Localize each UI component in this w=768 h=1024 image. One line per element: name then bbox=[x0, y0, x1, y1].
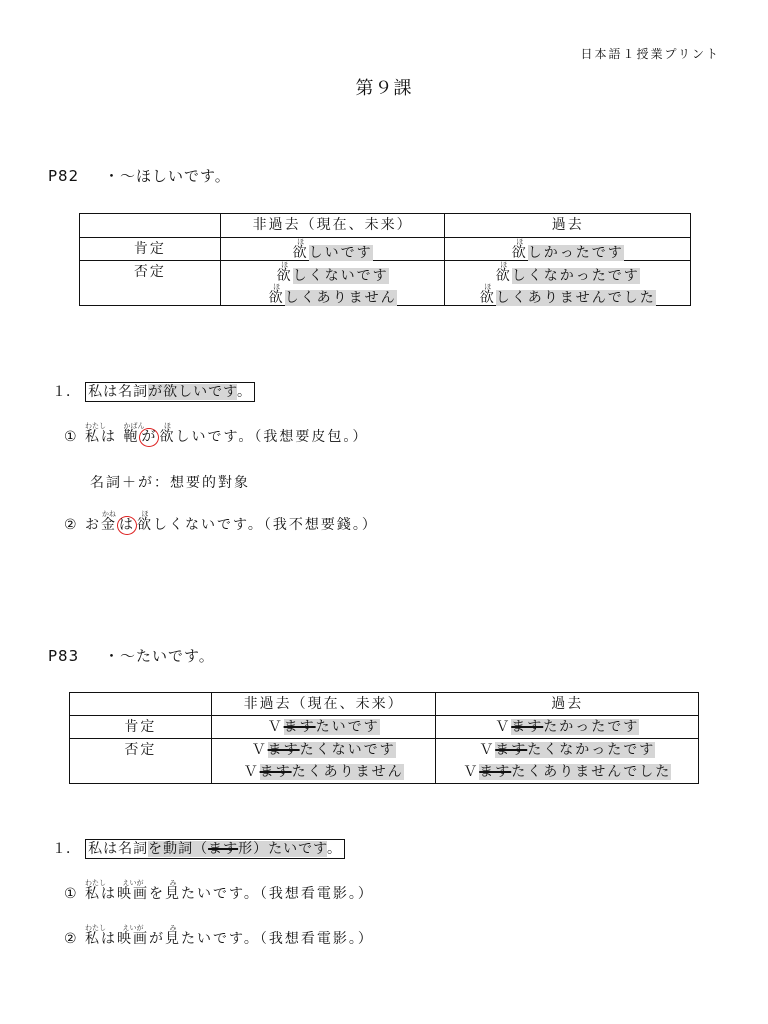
example-2: ② わたし 私は えいが 映画が み 見たいです。（我想看電影。） bbox=[64, 924, 374, 947]
item-number: １． bbox=[52, 384, 80, 400]
table-header-row bbox=[70, 693, 699, 716]
sentence-pattern bbox=[52, 838, 345, 858]
conjugation-table-tai bbox=[69, 692, 699, 784]
header-note: 日本語１授業プリント bbox=[580, 47, 720, 61]
pattern-box: 私は名詞が欲しいです。 bbox=[85, 382, 255, 402]
ruby-word: わたし 私 bbox=[85, 422, 107, 445]
col-past: 過去 bbox=[445, 214, 691, 238]
page-ref: P82 bbox=[48, 167, 80, 185]
ruby-word: えいが 映画 bbox=[117, 924, 150, 947]
example-2: ② お かね 金 は ほ 欲しくないです。（我不想要錢。） bbox=[64, 510, 378, 533]
pattern-box: 私は名詞を動詞（ます形）たいです。 bbox=[85, 839, 345, 859]
row-negative: 否定 bbox=[80, 261, 221, 306]
ruby-word: ほ 欲 bbox=[511, 238, 528, 261]
row-affirmative: 肯定 bbox=[80, 238, 221, 261]
table-row bbox=[80, 261, 691, 306]
table-row bbox=[70, 739, 699, 784]
example-number: ② bbox=[64, 517, 79, 533]
cell: Ｖますたいです bbox=[211, 716, 436, 739]
ruby-word: わたし 私 bbox=[85, 924, 107, 947]
table-corner bbox=[70, 693, 212, 716]
sentence-pattern bbox=[52, 381, 255, 401]
cell: Ｖますたくないです Ｖますたくありません bbox=[211, 739, 436, 784]
row-affirmative: 肯定 bbox=[70, 716, 212, 739]
ruby-word: み 見 bbox=[165, 879, 182, 902]
example-1: ① わたし 私は かばん 鞄 が ほ 欲しいです。（我想要皮包。） bbox=[64, 422, 369, 445]
table-corner bbox=[80, 214, 221, 238]
ruby-word: わたし 私 bbox=[85, 879, 107, 902]
ruby-word: ほ 欲 bbox=[495, 261, 512, 284]
ruby-word: ほ 欲 bbox=[159, 422, 176, 445]
ruby-word: ほ 欲 bbox=[479, 283, 496, 306]
table-row bbox=[80, 238, 691, 261]
lesson-title: 第９課 bbox=[355, 78, 413, 99]
section-heading-p83 bbox=[48, 645, 215, 666]
table-row bbox=[70, 716, 699, 739]
ruby-word: ほ 欲 bbox=[137, 510, 154, 533]
grammar-point: ・～ほしいです。 bbox=[104, 167, 231, 185]
example-1: ① わたし 私は えいが 映画を み 見たいです。（我想看電影。） bbox=[64, 879, 374, 902]
item-number: １． bbox=[52, 841, 80, 857]
cell: ほ 欲しくなかったです ほ 欲しくありませんでした bbox=[445, 261, 691, 306]
col-nonpast: 非過去（現在、未来） bbox=[220, 214, 445, 238]
ruby-word: ほ 欲 bbox=[268, 283, 285, 306]
grammar-point: ・～たいです。 bbox=[104, 647, 215, 665]
table-header-row bbox=[80, 214, 691, 238]
ruby-word: ほ 欲 bbox=[292, 238, 309, 261]
particle-circle: は bbox=[119, 517, 136, 533]
col-nonpast: 非過去（現在、未来） bbox=[211, 693, 436, 716]
ruby-word: えいが 映画 bbox=[117, 879, 150, 902]
row-negative: 否定 bbox=[70, 739, 212, 784]
ruby-word: かね 金 bbox=[101, 510, 118, 533]
particle-circle: が bbox=[141, 429, 158, 445]
example-number: ② bbox=[64, 931, 79, 947]
grammar-note: 名詞＋が：想要的對象 bbox=[90, 475, 250, 491]
cell: Ｖますたかったです bbox=[436, 716, 699, 739]
cell: ほ 欲しいです bbox=[220, 238, 445, 261]
cell: ほ 欲しくないです ほ 欲しくありません bbox=[220, 261, 445, 306]
example-number: ① bbox=[64, 429, 79, 445]
ruby-word: み 見 bbox=[165, 924, 182, 947]
cell: ほ 欲しかったです bbox=[445, 238, 691, 261]
page-ref: P83 bbox=[48, 647, 80, 665]
ruby-word: ほ 欲 bbox=[276, 261, 293, 284]
example-number: ① bbox=[64, 886, 79, 902]
conjugation-table-hoshii bbox=[79, 213, 691, 306]
col-past: 過去 bbox=[436, 693, 699, 716]
section-heading-p82 bbox=[48, 165, 231, 186]
ruby-word: かばん 鞄 bbox=[123, 422, 145, 445]
cell: Ｖますたくなかったです Ｖますたくありませんでした bbox=[436, 739, 699, 784]
